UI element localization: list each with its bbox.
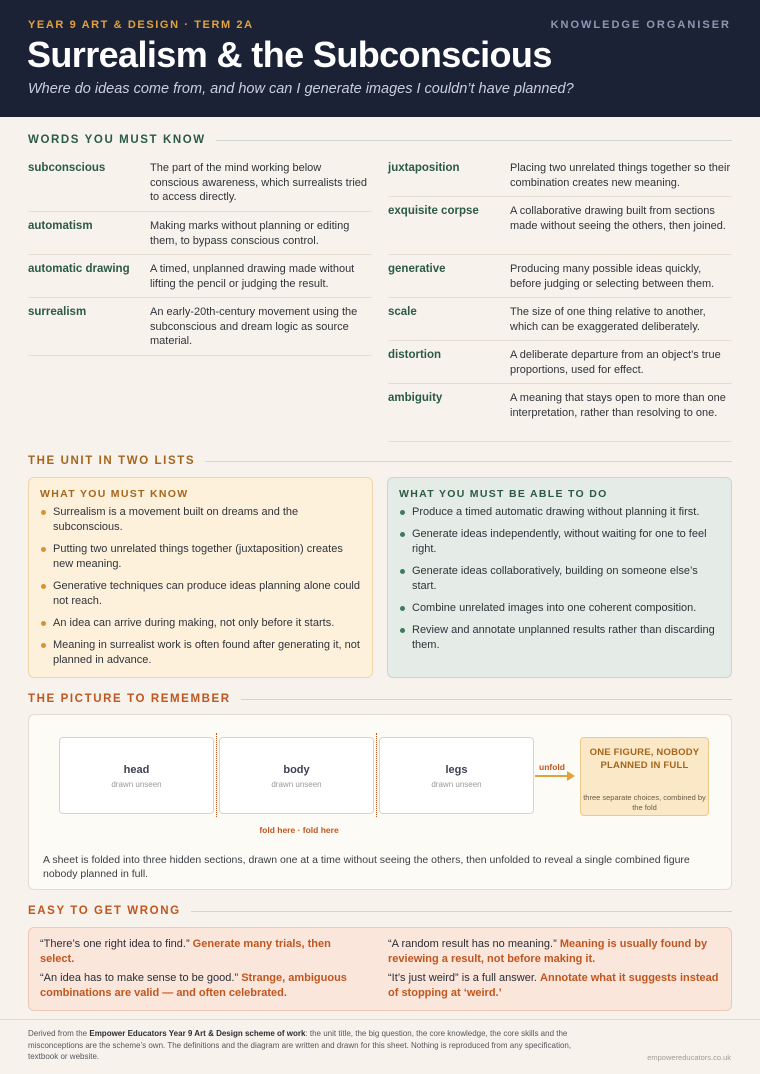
panel-sublabel: drawn unseen: [111, 780, 162, 789]
list-item: Generate ideas independently, without waiting for one to feel right.: [399, 527, 721, 557]
vocab-definition: Placing two unrelated things together so their combination creates new meaning.: [510, 162, 731, 189]
vocab-definition: Producing many possible ideas quickly, before judging or selecting between them.: [510, 263, 715, 290]
misconception-quote: “It’s just weird” is a full answer.: [388, 972, 537, 984]
footer-pre: Derived from the: [28, 1029, 90, 1038]
misconception-fix: Annotate what it suggests instead of stopping at ‘weird.’: [388, 972, 719, 999]
section-rule: [191, 911, 732, 912]
fold-caption: fold here · fold here: [259, 825, 339, 835]
section-heading-label: THE UNIT IN TWO LISTS: [28, 455, 196, 467]
vocab-column-right: [388, 154, 732, 442]
misconception: [388, 937, 722, 966]
vocab-term: automatic drawing: [28, 263, 130, 275]
section-rule: [241, 699, 732, 700]
list-item: Putting two unrelated things together (juxtaposition) creates new meaning.: [40, 542, 362, 572]
must-know-card: [28, 477, 373, 678]
list-item: Produce a timed automatic drawing without planning it first.: [399, 505, 721, 520]
result-heading: ONE FIGURE, NOBODY PLANNED IN FULL: [589, 747, 700, 771]
misconceptions-box: [28, 927, 732, 1011]
vocab-term: generative: [388, 263, 446, 275]
panel-legs: [379, 737, 534, 814]
footer-website: empowereducators.co.uk: [647, 1053, 731, 1062]
section-rule: [216, 140, 732, 141]
vocab-term: subconscious: [28, 162, 106, 174]
unfold-label: unfold: [539, 762, 565, 772]
page-header: [0, 0, 760, 117]
list-item: Review and annotate unplanned results rather than discarding them.: [399, 623, 721, 653]
exquisite-corpse-diagram: [28, 714, 732, 890]
vocab-row: [388, 154, 732, 197]
vocab-term: exquisite corpse: [388, 205, 479, 217]
vocab-row: [28, 154, 372, 212]
combined-figure-result: [580, 737, 709, 816]
vocab-definition: A deliberate departure from an object’s true proportions, used for effect.: [510, 349, 721, 376]
footer-post: : the unit title, the big question, the core knowledge, the core skills and the misconceptions are the scheme’s own. The definitions and the diagram are written and drawn for this sheet. Nothing is reproduced from any specification, textbook or website.: [28, 1029, 572, 1061]
panel-sublabel: drawn unseen: [271, 780, 322, 789]
must-know-list: [40, 505, 362, 675]
list-item: Generate ideas collaboratively, building on someone else’s start.: [399, 564, 721, 594]
vocab-row: [388, 384, 732, 442]
unfold-arrow-icon: [533, 769, 577, 783]
misconception-quote: “A random result has no meaning.”: [388, 938, 557, 950]
course-kicker: YEAR 9 ART & DESIGN · TERM 2A: [28, 19, 254, 31]
vocab-row: [28, 212, 372, 255]
list-item: Surrealism is a movement built on dreams and the subconscious.: [40, 505, 362, 535]
vocab-row: [388, 341, 732, 384]
list-item: Combine unrelated images into one coherent composition.: [399, 601, 721, 616]
vocab-term: distortion: [388, 349, 442, 361]
panel-body: [219, 737, 374, 814]
section-heading-label: THE PICTURE TO REMEMBER: [28, 693, 231, 705]
footer-divider: [0, 1019, 760, 1020]
page-title: Surrealism & the Subconscious: [27, 34, 552, 75]
vocab-row: [28, 255, 372, 298]
misconception-quote: “An idea has to make sense to be good.”: [40, 972, 239, 984]
fold-line: [216, 733, 217, 817]
footer-attribution: [28, 1028, 578, 1063]
panel-label: head: [123, 764, 150, 776]
vocab-column-left: [28, 154, 372, 356]
vocab-row: [388, 197, 732, 255]
section-heading-label: WORDS YOU MUST KNOW: [28, 134, 206, 146]
list-item: Generative techniques can produce ideas planning alone could not reach.: [40, 579, 362, 609]
panel-label: body: [283, 764, 310, 776]
must-do-list: [399, 505, 721, 660]
vocab-definition: The part of the mind working below conscious awareness, which surrealists tried to access directly.: [150, 162, 368, 203]
list-item: An idea can arrive during making, not only before it starts.: [40, 616, 362, 631]
diagram-caption: A sheet is folded into three hidden sections, drawn one at a time without seeing the others, then unfolded to reveal a single combined figure nobody planned in full.: [43, 854, 690, 880]
big-question: Where do ideas come from, and how can I generate images I couldn’t have planned?: [28, 81, 574, 97]
fold-line: [376, 733, 377, 817]
section-heading-label: EASY TO GET WRONG: [28, 905, 181, 917]
vocab-term: juxtaposition: [388, 162, 460, 174]
section-heading-words: [28, 134, 732, 146]
vocab-term: ambiguity: [388, 392, 443, 404]
panel-label: legs: [445, 764, 468, 776]
panel-sublabel: drawn unseen: [431, 780, 482, 789]
vocab-definition: A meaning that stays open to more than one interpretation, rather than resolving to one.: [510, 392, 726, 419]
must-know-title: WHAT YOU MUST KNOW: [40, 488, 189, 500]
vocab-term: automatism: [28, 220, 93, 232]
vocab-definition: A collaborative drawing built from sections made without seeing the others, then joined.: [510, 205, 726, 232]
vocab-definition: A timed, unplanned drawing made without lifting the pencil or judging the result.: [150, 263, 355, 290]
vocab-row: [28, 298, 372, 356]
section-heading-picture: [28, 693, 732, 705]
vocab-row: [388, 255, 732, 298]
footer-source: Empower Educators Year 9 Art & Design scheme of work: [89, 1029, 306, 1038]
result-note: three separate choices, combined by the fold: [583, 793, 706, 812]
section-rule: [205, 461, 732, 462]
section-heading-lists: [28, 455, 732, 467]
misconception: [388, 971, 722, 1000]
misconception-fix: Generate many trials, then select.: [40, 938, 331, 965]
misconception: [40, 971, 360, 1000]
misconception-fix: Meaning is usually found by reviewing a result, not before making it.: [388, 938, 708, 965]
vocab-row: [388, 298, 732, 341]
vocab-term: scale: [388, 306, 417, 318]
misconception-fix: Strange, ambiguous combinations are valid — and often celebrated.: [40, 972, 347, 999]
misconception: [40, 937, 360, 966]
vocab-definition: An early-20th-century movement using the subconscious and dream logic as source material.: [150, 306, 358, 347]
must-do-card: [387, 477, 732, 678]
section-heading-wrong: [28, 905, 732, 917]
vocab-definition: The size of one thing relative to another, which can be exaggerated deliberately.: [510, 306, 706, 333]
must-do-title: WHAT YOU MUST BE ABLE TO DO: [399, 488, 608, 500]
document-type-label: KNOWLEDGE ORGANISER: [550, 19, 731, 31]
vocab-term: surrealism: [28, 306, 87, 318]
list-item: Meaning in surrealist work is often found after generating it, not planned in advance.: [40, 638, 362, 668]
misconception-quote: “There’s one right idea to find.”: [40, 938, 190, 950]
vocab-definition: Making marks without planning or editing them, to bypass conscious control.: [150, 220, 350, 247]
panel-head: [59, 737, 214, 814]
